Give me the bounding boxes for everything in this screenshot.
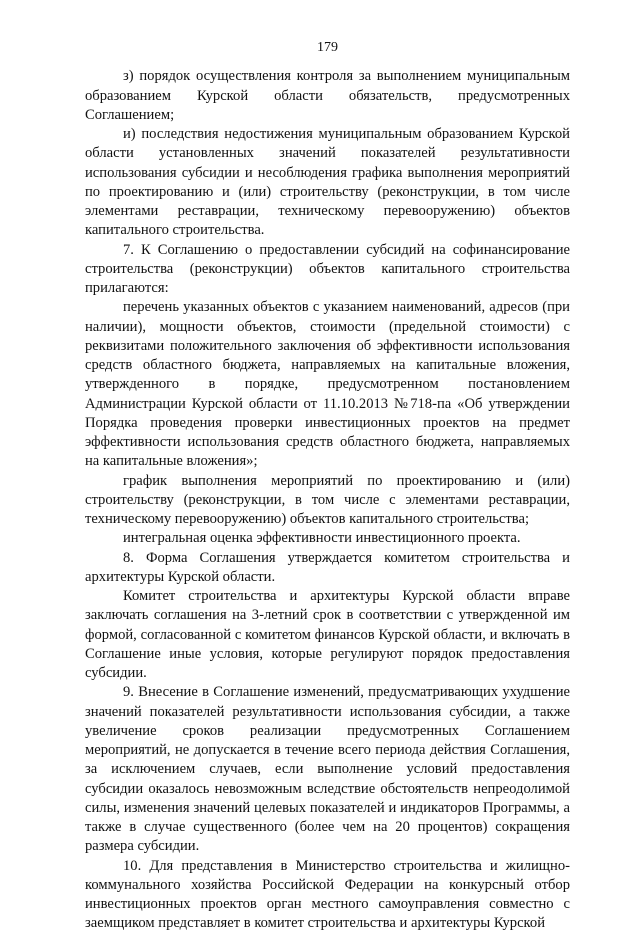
page-number: 179: [317, 40, 338, 55]
document-page: [85, 38, 570, 934]
paragraph-9: 9. Внесение в Соглашение изменений, предусматривающих ухудшение значений показателей результативности использования субсидии, а также увеличение сроков реализации предусмотренных Соглашением мероприятий, не допускается в течение всего периода действия Соглашения, за исключением случаев, если выполнение условий предоставления субсидии оказалось невозможным вследствие обстоятельств непреодолимой силы, изменения значений целевых показателей и индикаторов Программы, а также в случае существенного (более чем на 20 процентов) сокращения размера субсидии.: [85, 684, 570, 855]
paragraph-list-objects: перечень указанных объектов с указанием наименований, адресов (при наличии), мощности объектов, стоимости (предельной стоимости) с реквизитами положительного заключения об эффективности использования средств областного бюджета, направляемых на капитальные вложения, утвержденного в порядке, предусмотренном постановлением Администрации Курской области от 11.10.2013 №718-па «Об утверждении Порядка проведения проверки инвестиционных проектов на предмет эффективности использования средств областного бюджета, направляемых на капитальные вложения»;: [85, 299, 570, 470]
paragraph-z: з) порядок осуществления контроля за выполнением муниципальным образованием Курской области обязательств, предусмотренных Соглашением;: [85, 68, 570, 123]
paragraph-committee: Комитет строительства и архитектуры Курской области вправе заключать соглашения на 3-летний срок в соответствии с утвержденной им формой, согласованной с комитетом финансов Курской области, и включать в Соглашение иные условия, которые регулируют порядок предоставления субсидии.: [85, 588, 570, 681]
paragraph-7: 7. К Соглашению о предоставлении субсидий на софинансирование строительства (реконструкции) объектов капитального строительства прилагаются:: [85, 241, 570, 296]
paragraph-8: 8. Форма Соглашения утверждается комитетом строительства и архитектуры Курской области.: [85, 549, 570, 585]
paragraph-10: 10. Для представления в Министерство строительства и жилищно-коммунального хозяйства Российской Федерации на конкурсный отбор инвестиционных проектов орган местного самоуправления совместно с заемщиком представляет в комитет строительства и архитектуры Курской: [85, 857, 570, 932]
paragraph-i: и) последствия недостижения муниципальным образованием Курской области установленных значений показателей результативности использования субсидии и несоблюдения графика выполнения мероприятий по проектированию и (или) строительству (реконструкции, в том числе элементами реставрации, техническому перевооружению) объектов капитального строительства.: [85, 126, 570, 239]
paragraph-list-assessment: интегральная оценка эффективности инвестиционного проекта.: [123, 530, 521, 547]
paragraph-list-schedule: график выполнения мероприятий по проектированию и (или) строительству (реконструкции, в том числе с элементами реставрации, техническому перевооружению) объектов капитального строительства;: [85, 472, 570, 527]
